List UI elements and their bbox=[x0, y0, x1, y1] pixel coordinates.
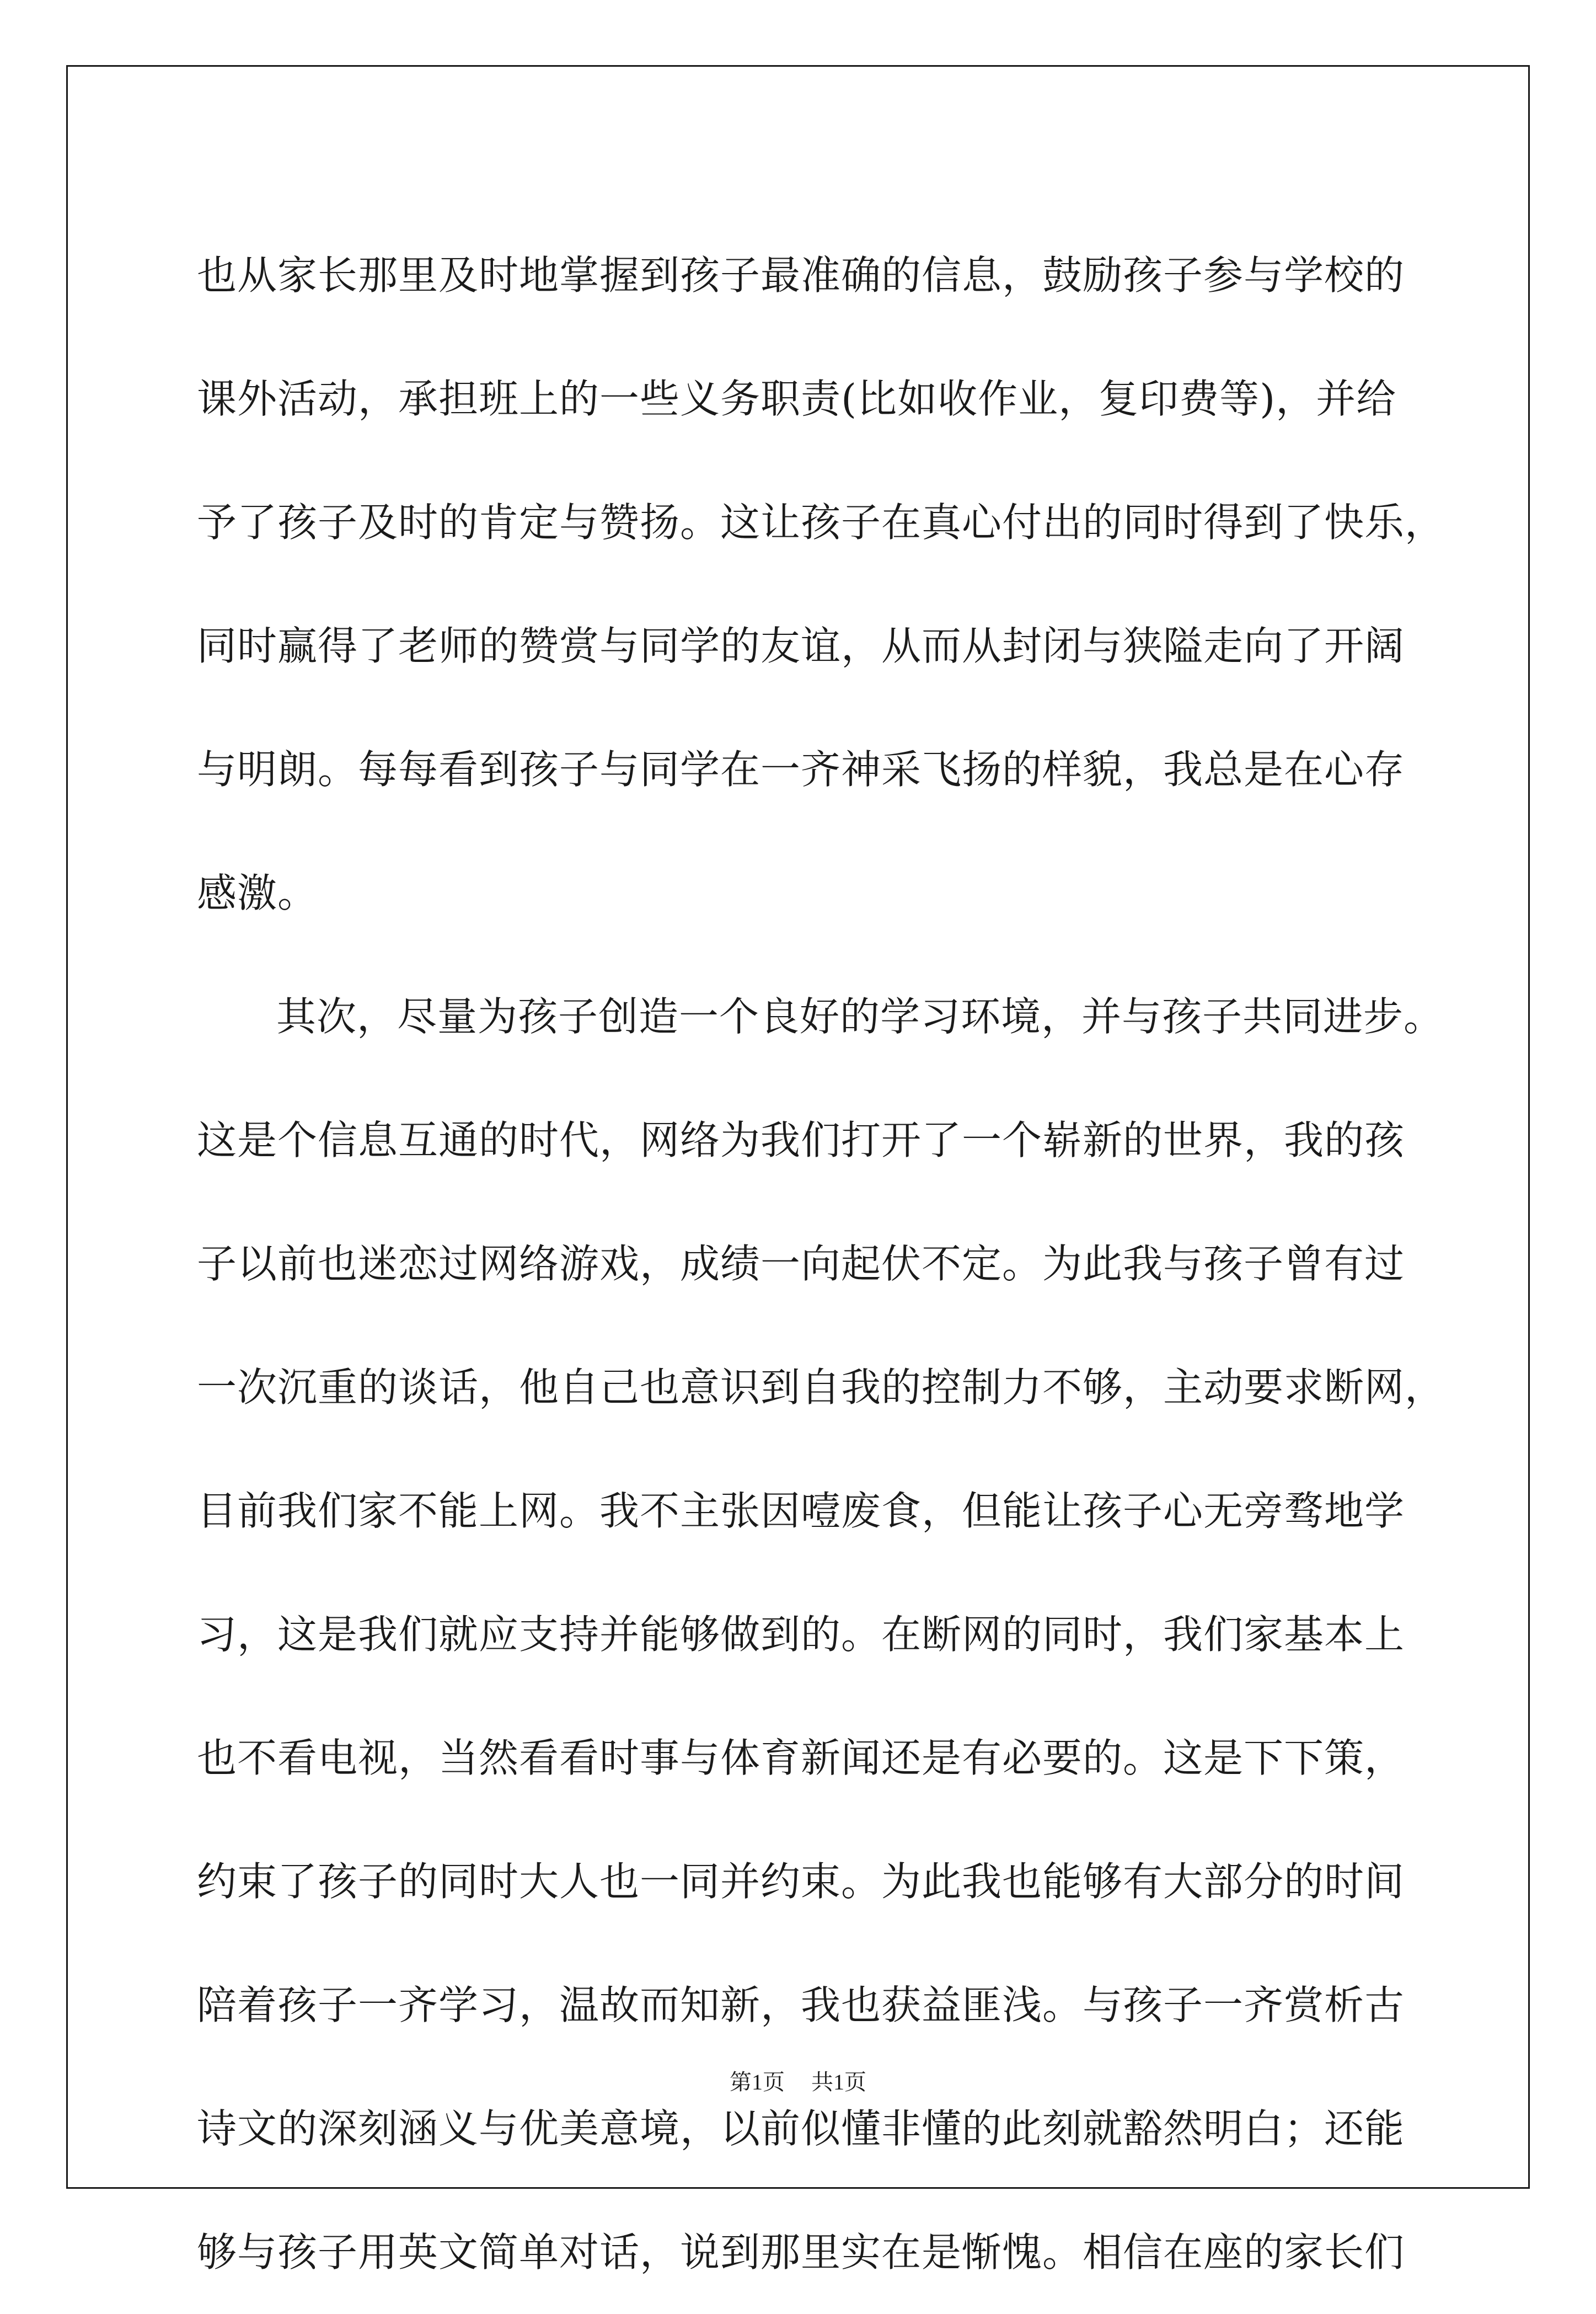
text-line: 一次沉重的谈话，他自己也意识到自我的控制力不够，主动要求断网， bbox=[197, 1364, 1445, 1410]
text-line: 课外活动，承担班上的一些义务职责(比如收作业，复印费等)，并给 bbox=[197, 376, 1397, 422]
text-line: 诗文的深刻涵义与优美意境，以前似懂非懂的此刻就豁然明白；还能 bbox=[197, 2105, 1405, 2152]
text-line: 也不看电视，当然看看时事与体育新闻还是有必要的。这是下下策， bbox=[197, 1735, 1405, 1781]
text-line: 子以前也迷恋过网络游戏，成绩一向起伏不定。为此我与孩子曾有过 bbox=[197, 1241, 1405, 1287]
text-line: 予了孩子及时的肯定与赞扬。这让孩子在真心付出的同时得到了快乐， bbox=[197, 499, 1445, 546]
text-line: 也从家长那里及时地掌握到孩子最准确的信息，鼓励孩子参与学校的 bbox=[197, 252, 1405, 298]
text-line: 目前我们家不能上网。我不主张因噎废食，但能让孩子心无旁骛地学 bbox=[197, 1488, 1405, 1534]
paragraph-start-line: 其次，尽量为孩子创造一个良好的学习环境，并与孩子共同进步。 bbox=[276, 993, 1444, 1040]
page-footer bbox=[0, 2066, 1596, 2099]
text-line: 感激。 bbox=[197, 870, 318, 916]
text-line: 够与孩子用英文简单对话，说到那里实在是惭愧。相信在座的家长们 bbox=[197, 2229, 1405, 2275]
text-line: 习，这是我们就应支持并能够做到的。在断网的同时，我们家基本上 bbox=[197, 1611, 1405, 1658]
text-line: 陪着孩子一齐学习，温故而知新，我也获益匪浅。与孩子一齐赏析古 bbox=[197, 1982, 1405, 2028]
text-line: 与明朗。每每看到孩子与同学在一齐神采飞扬的样貌，我总是在心存 bbox=[197, 746, 1405, 793]
page-number-current: 第1页 bbox=[730, 2070, 785, 2094]
page-number-total: 共1页 bbox=[811, 2070, 866, 2094]
text-line: 同时赢得了老师的赞赏与同学的友谊，从而从封闭与狭隘走向了开阔 bbox=[197, 623, 1405, 669]
text-line: 这是个信息互通的时代，网络为我们打开了一个崭新的世界，我的孩 bbox=[197, 1117, 1405, 1163]
document-body bbox=[197, 213, 1445, 2314]
text-line: 约束了孩子的同时大人也一同并约束。为此我也能够有大部分的时间 bbox=[197, 1858, 1405, 1905]
